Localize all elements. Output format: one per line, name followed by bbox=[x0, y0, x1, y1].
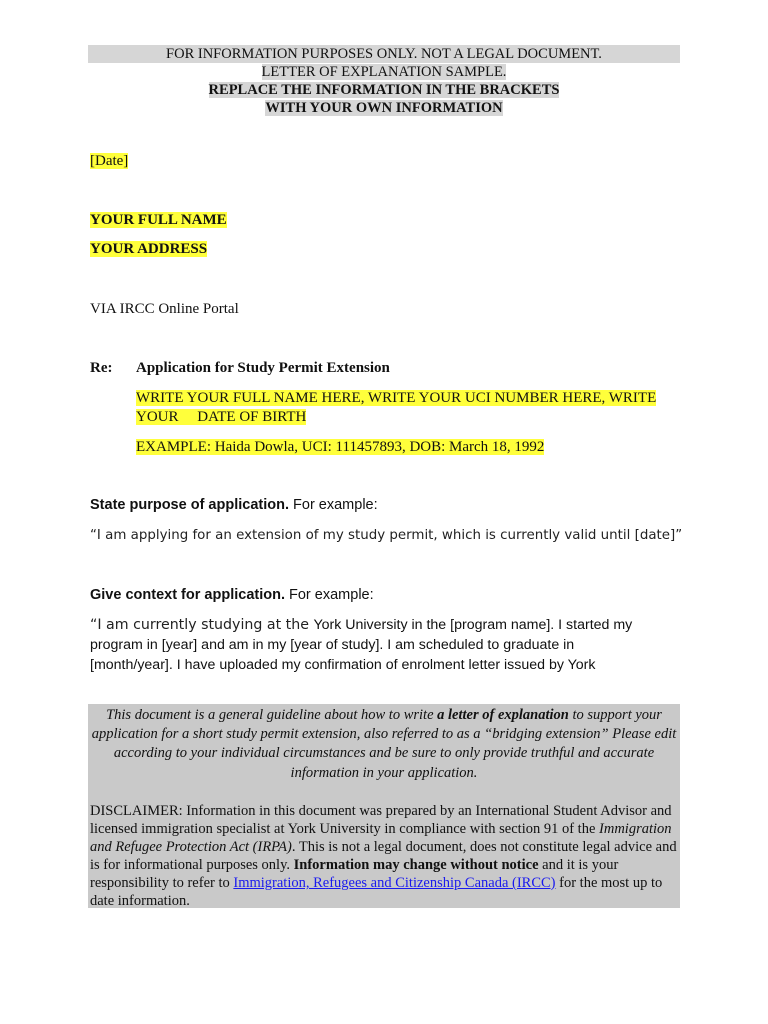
re-instruction-line-1-text: WRITE YOUR FULL NAME HERE, WRITE YOUR UCI NUMBER HERE, WRITE bbox=[136, 390, 657, 406]
re-subject: Application for Study Permit Extension bbox=[136, 360, 390, 376]
disclaimer-part-1: DISCLAIMER: Information in this document was prepared by an International Student Advisor and licensed immigration specialist at York University in compliance with section 91 of the bbox=[90, 803, 672, 837]
header-line-4-text: WITH YOUR OWN INFORMATION bbox=[265, 100, 503, 116]
re-example bbox=[136, 438, 544, 456]
context-heading: Give context for application. bbox=[90, 587, 285, 603]
re-instruction-line-2-text: YOUR DATE OF BIRTH bbox=[136, 409, 307, 425]
disclaimer-part-4: for the most up to date information. bbox=[90, 875, 663, 909]
date-placeholder bbox=[90, 152, 128, 170]
context-heading-line bbox=[90, 586, 374, 604]
context-line-1-start: “I am currently studying at the bbox=[90, 617, 314, 633]
context-example-line-2: program in [year] and am in my [year of study]. I am scheduled to graduate in bbox=[90, 637, 575, 653]
guideline-part-1: This document is a general guideline about how to write bbox=[106, 707, 438, 723]
address-placeholder-text: YOUR ADDRESS bbox=[90, 241, 208, 257]
header-line-3-text: REPLACE THE INFORMATION IN THE BRACKETS bbox=[208, 82, 560, 98]
re-instruction-line-2 bbox=[136, 408, 306, 426]
purpose-heading: State purpose of application. bbox=[90, 497, 289, 513]
date-placeholder-text: [Date] bbox=[90, 153, 129, 169]
context-example-line-1 bbox=[90, 615, 632, 635]
disclaimer-bold: Information may change without notice bbox=[293, 857, 539, 873]
header-line-4 bbox=[88, 99, 680, 117]
header-line-2 bbox=[88, 63, 680, 81]
ircc-link[interactable]: Immigration, Refugees and Citizenship Canada (IRCC) bbox=[233, 875, 556, 891]
context-line-1-end: York University in the [program name]. I started my bbox=[313, 617, 633, 633]
re-label: Re: bbox=[90, 360, 113, 376]
purpose-heading-suffix: For example: bbox=[289, 497, 378, 513]
header-line-2-text: LETTER OF EXPLANATION SAMPLE. bbox=[261, 64, 507, 80]
re-instruction-line-1 bbox=[136, 389, 656, 407]
context-example-line-3: [month/year]. I have uploaded my confirmation of enrolment letter issued by York bbox=[90, 657, 596, 673]
context-heading-suffix: For example: bbox=[284, 587, 374, 603]
address-placeholder bbox=[90, 240, 207, 258]
disclaimer-text bbox=[90, 802, 678, 910]
purpose-heading-line bbox=[90, 496, 378, 514]
full-name-placeholder bbox=[90, 211, 227, 229]
guideline-bold: a letter of explanation bbox=[437, 707, 569, 723]
disclaimer-act: Immigration and Refugee Protection Act (IRPA) bbox=[90, 821, 672, 855]
full-name-placeholder-text: YOUR FULL NAME bbox=[90, 212, 227, 228]
purpose-example: “I am applying for an extension of my study permit, which is currently valid until [date]” bbox=[90, 528, 683, 543]
disclaimer-part-3: and it is your responsibility to refer to bbox=[90, 857, 619, 891]
guideline-text bbox=[90, 706, 678, 783]
re-example-text: EXAMPLE: Haida Dowla, UCI: 111457893, DOB: March 18, 1992 bbox=[136, 439, 545, 455]
header-line-3 bbox=[88, 81, 680, 99]
disclaimer-part-2: . This is not a legal document, does not constitute legal advice and is for informational purposes only. bbox=[90, 839, 677, 873]
header-line-1: FOR INFORMATION PURPOSES ONLY. NOT A LEGAL DOCUMENT. bbox=[88, 45, 680, 63]
guideline-part-2: to support your application for a short study permit extension, also referred to as a “bridging extension” Please edit according to your individual circumstances and be sure to only provide truthful and accurate information in your application. bbox=[91, 707, 677, 781]
via-line: VIA IRCC Online Portal bbox=[90, 301, 239, 317]
